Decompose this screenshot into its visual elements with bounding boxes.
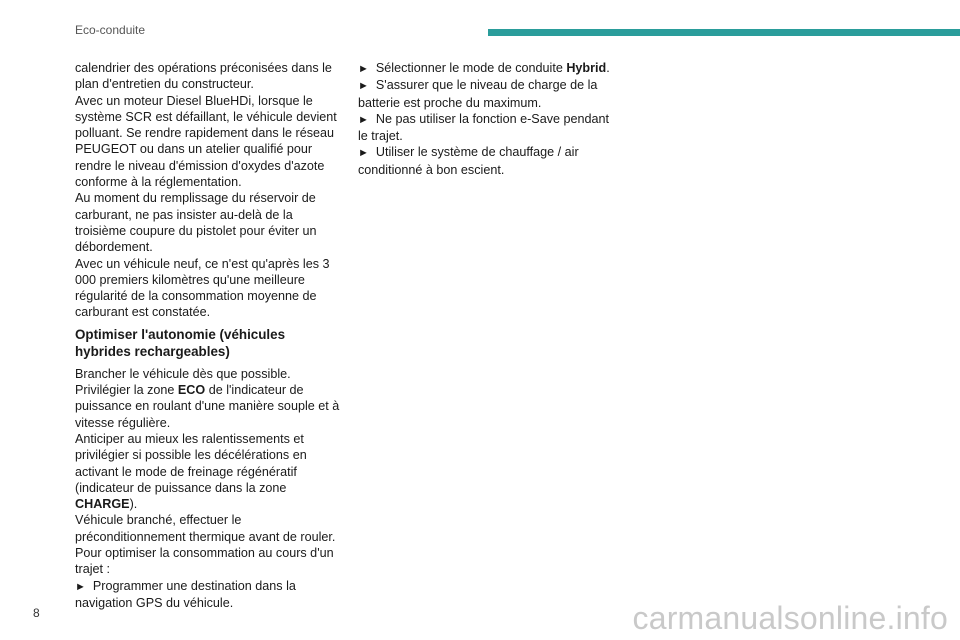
subheading: Optimiser l'autonomie (véhicules hybrides rechargeables) [75, 326, 286, 359]
paragraph-text: ). [129, 497, 138, 512]
eco-zone-label: ECO [177, 383, 206, 398]
bullet-text: S'assurer que le niveau de charge de la batterie est proche du maximum. [358, 78, 598, 110]
paragraph-text: Privilégier la zone [75, 383, 178, 398]
bullet-item [358, 77, 620, 111]
bullet-text: . [606, 61, 610, 75]
bullet-item [358, 60, 620, 77]
bullet-text: Ne pas utiliser la fonction e-Save pendant le trajet. [358, 111, 610, 144]
paragraph: Véhicule branché, effectuer le préconditionnement thermique avant de rouler. [75, 513, 336, 544]
triangle-bullet-icon: ► [75, 580, 86, 593]
page-number: 8 [33, 606, 40, 620]
hybrid-mode-label: Hybrid [566, 61, 607, 75]
section-title: Eco-conduite [75, 23, 146, 37]
paragraph: Brancher le véhicule dès que possible. [75, 366, 291, 381]
triangle-bullet-icon: ► [358, 113, 369, 126]
charge-zone-label: CHARGE [75, 497, 130, 512]
left-column [75, 60, 343, 611]
bullet-item [358, 144, 620, 178]
paragraph: Pour optimiser la consommation au cours d'un trajet : [75, 546, 334, 577]
paragraph: Avec un véhicule neuf, ce n'est qu'après les 3 000 premiers kilomètres qu'une meilleure régularité de la consommation moyenne de carburant est constatée. [75, 256, 330, 320]
triangle-bullet-icon: ► [358, 80, 369, 93]
bullet-text: Utiliser le système de chauffage / air conditionné à bon escient. [358, 145, 579, 177]
header-accent-bar [488, 29, 960, 36]
paragraph: calendrier des opérations préconisées dans le plan d'entretien du constructeur. [75, 61, 332, 92]
paragraph: Avec un moteur Diesel BlueHDi, lorsque le système SCR est défaillant, le véhicule devient polluant. Se rendre rapidement dans le réseau PEUGEOT ou dans un atelier qualifié pour rendre le niveau d'émission d'oxydes d'azote conforme à la réglementation. [75, 93, 337, 190]
bullet-text: Programmer une destination dans la navigation GPS du véhicule. [75, 578, 296, 610]
right-column [358, 60, 620, 178]
paragraph-text: de l'indicateur de puissance en roulant d'une manière souple et à vitesse régulière. [75, 383, 340, 430]
bullet-item [75, 578, 343, 612]
triangle-bullet-icon: ► [358, 147, 369, 160]
paragraph [75, 382, 343, 431]
bullet-item [358, 111, 620, 145]
paragraph: Au moment du remplissage du réservoir de carburant, ne pas insister au-delà de la troisième coupure du pistolet pour éviter un débordement. [75, 191, 317, 255]
triangle-bullet-icon: ► [358, 63, 369, 75]
watermark: carmanualsonline.info [632, 600, 948, 636]
paragraph [75, 431, 343, 512]
bullet-text: Sélectionner le mode de conduite [375, 61, 567, 75]
paragraph-text: Anticiper au mieux les ralentissements et privilégier si possible les décélérations en activant le mode de freinage régénératif (indicateur de puissance dans la zone [75, 431, 307, 495]
